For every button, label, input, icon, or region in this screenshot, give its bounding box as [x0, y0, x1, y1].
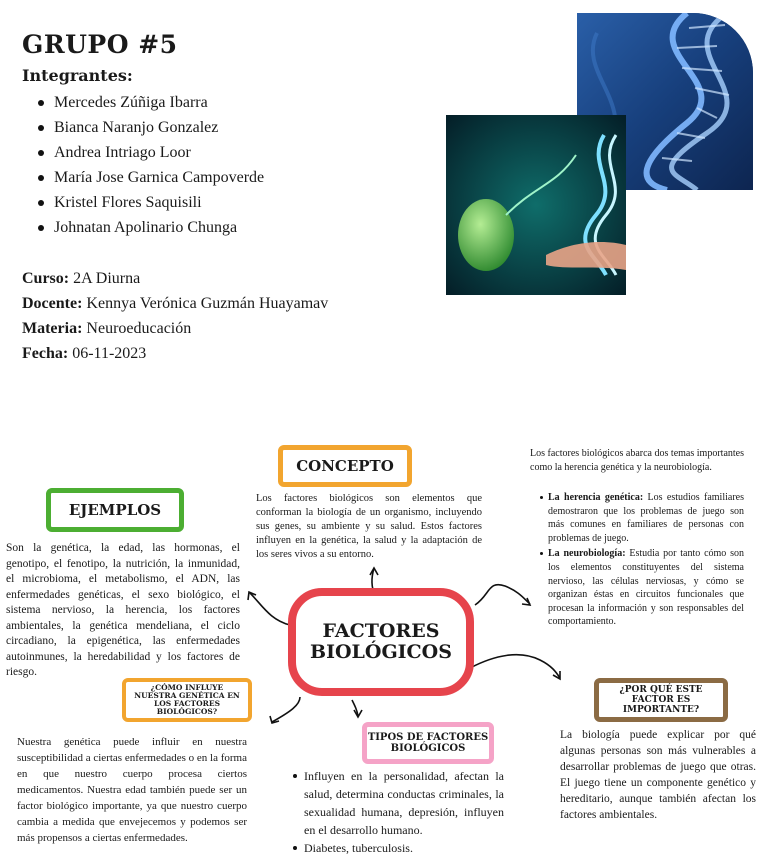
- docente-row: [22, 291, 328, 316]
- tipos-list: [292, 767, 504, 857]
- ejemplos-text: Son la genética, la edad, las hormonas, el genotipo, el fenotipo, la nutrición, la inmunidad, el microbioma, el metabolismo, el ADN, las enfermedades genéticas, el sexo biológico, el sistema nervioso, la herencia, los factores ambientales, la genética mendeliana, el ciclo circadiano, la epigenética, las enfermedades autoinmunes, la heredabilidad y los factores de riesgo.: [6, 542, 240, 678]
- materia-label: Materia:: [22, 320, 83, 337]
- arrow-como: [272, 697, 300, 722]
- fecha-label: Fecha:: [22, 345, 69, 362]
- member-item: Kristel Flores Saquisili: [36, 190, 264, 215]
- curso-label: Curso:: [22, 270, 70, 287]
- ejemplos-label: EJEMPLOS: [46, 488, 184, 532]
- temas-item: [540, 547, 744, 629]
- arrow-temas: [475, 585, 530, 605]
- arrow-tipos: [352, 700, 358, 716]
- porque-text: La biología puede explicar por qué algunas personas son más vulnerables a desarrollar problemas de juego que otras. El juego tiene un componente genético y hereditario, aunque también afectan los factores ambientales.: [560, 729, 756, 821]
- porque-label: ¿POR QUÉ ESTE FACTOR ES IMPORTANTE?: [594, 678, 728, 722]
- arrow-porque: [470, 655, 560, 678]
- member-item: Mercedes Zúñiga Ibarra: [36, 90, 264, 115]
- member-item: Johnatan Apolinario Chunga: [36, 215, 264, 240]
- curso-value: 2A Diurna: [73, 270, 141, 287]
- sperm-dna-graphic: [446, 115, 626, 295]
- center-topic: FACTORES BIOLÓGICOS: [288, 588, 474, 696]
- temas-term: La herencia genética:: [548, 492, 644, 503]
- tipos-item: Diabetes, tuberculosis.: [292, 839, 504, 857]
- docente-value: Kennya Verónica Guzmán Huayamav: [86, 295, 329, 312]
- member-item: Andrea Intriago Loor: [36, 140, 264, 165]
- docente-label: Docente:: [22, 295, 83, 312]
- materia-row: [22, 316, 328, 341]
- fecha-row: [22, 341, 328, 366]
- temas-term: La neurobiología:: [548, 548, 626, 560]
- members-label: Integrantes:: [22, 66, 133, 85]
- curso-row: [22, 266, 328, 291]
- temas-desc: Los estudios familiares demostraron que los problemas de juego son más comunes en familiares de personas con problemas de juego.: [548, 492, 744, 544]
- materia-value: Neuroeducación: [86, 320, 192, 337]
- arrow-ejemplos: [250, 593, 290, 625]
- concepto-text: Los factores biológicos son elementos que conforman la biología de un organismo, incluyendo sus genes, su ambiente y su salud. Estos factores influyen en la genética, la salud y la adaptación de los seres vivos a su entorno.: [256, 493, 482, 560]
- temas-list: [540, 491, 744, 631]
- member-item: María Jose Garnica Campoverde: [36, 165, 264, 190]
- temas-desc: Estudia por tanto cómo son los elementos constituyentes del sistema nervioso, las células nerviosas, y cómo se organizan éstas en circuitos funcionales que procesan la información y son responsables del comportamiento.: [548, 548, 744, 628]
- fecha-value: 06-11-2023: [72, 345, 147, 362]
- concepto-label: CONCEPTO: [278, 445, 412, 487]
- tipos-label: TIPOS DE FACTORES BIOLÓGICOS: [362, 722, 494, 764]
- course-info: [22, 266, 328, 366]
- como-text: Nuestra genética puede influir en nuestra susceptibilidad a ciertas enfermedades o en la forma en que nuestro cuerpo procesa ciertos medicamentos. Nuestra edad también puede ser un factor biológico importante, ya que nuestro cuerpo cambia a medida que envejecemos y podemos ser más propensos a ciertas enfermedades.: [17, 736, 247, 844]
- como-label: ¿CÓMO INFLUYE NUESTRA GENÉTICA EN LOS FACTORES BIOLÓGICOS?: [122, 678, 252, 722]
- temas-intro: Los factores biológicos abarca dos temas importantes como la herencia genética y la neurobiología.: [530, 448, 744, 473]
- tipos-item: Influyen en la personalidad, afectan la salud, determina conductas criminales, la sexualidad humana, depresión, influyen en el desarrollo humano.: [292, 767, 504, 839]
- temas-item: [540, 491, 744, 545]
- members-list: [36, 90, 264, 240]
- group-title: GRUPO #5: [22, 30, 178, 59]
- sperm-dna-hand-image: [446, 115, 626, 295]
- member-item: Bianca Naranjo Gonzalez: [36, 115, 264, 140]
